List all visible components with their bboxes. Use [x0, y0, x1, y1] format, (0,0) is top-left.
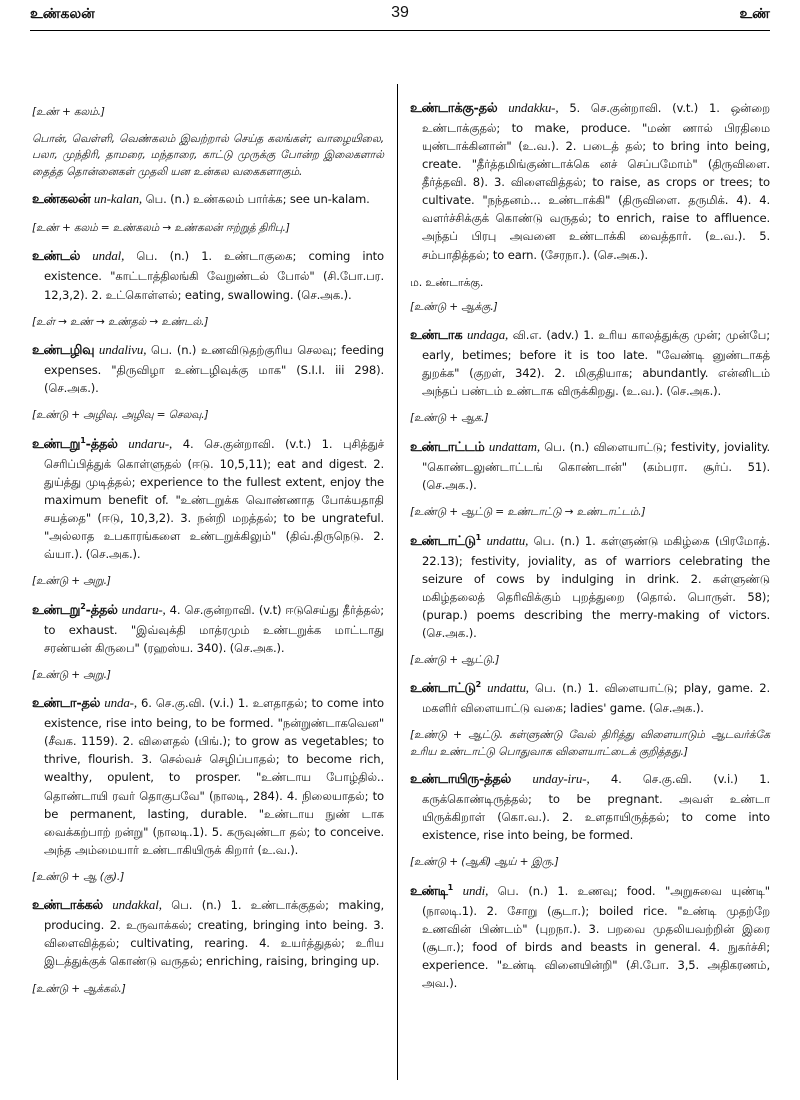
dictionary-entry	[410, 325, 770, 400]
entry-definition: பெ. (n.) 1. கள்ளுண்டு மகிழ்கை (பிரமோத். 22.13); festivity, joviality, as of warriors celebrating the seizure of cows by indulging in drink. 2. கள்ளுண்டு மகிழ்தலைத் தெரிவிக்கும் புறத்துறை (தொல். பொருள். 58); (purap.) poems describing the merry-making of victors. (செ.அக.).	[422, 533, 770, 640]
entry-transliteration: undakkal,	[112, 897, 162, 913]
entry-note: [உண்டு + ஆட்டு. கள்ளுண்டு வேல் திரித்து விளையாடும் ஆடவர்க்கே உரிய உண்டாட்டு பொதுவாக விளையாட்டைக் குறித்தது.]	[410, 728, 770, 759]
entry-etymology: [உள் → உண் → உண்தல் → உண்டல்.]	[32, 315, 209, 328]
entry-etymology: [உண்டு + (ஆகி) ஆய் + இரு.]	[410, 856, 559, 869]
entry-transliteration: undalivu,	[98, 342, 147, 358]
homonym-number: 1	[475, 532, 482, 542]
entry-headword: உண்டறு	[32, 436, 81, 452]
entry-headword: உண்டாக	[410, 328, 463, 344]
entry-definition: பெ. (n.) உணவிடுதற்குரிய செலவு; feeding expenses. "திருவிழா உண்டழிவுக்கு மாக" (S.I.I. iii 298). (செ.அக.).	[44, 343, 384, 396]
entry-transliteration: undal,	[92, 248, 125, 264]
entry-transliteration: undakku-,	[508, 100, 559, 115]
entry-headword-suffix: -த்தல்	[479, 772, 512, 788]
dictionary-entry	[410, 437, 770, 494]
entry-headword: உண்டறு	[32, 602, 81, 618]
cognate-note: ம. உண்டாக்கு.	[410, 275, 484, 289]
right-column	[410, 98, 770, 1002]
dictionary-entry	[410, 531, 770, 642]
entry-definition: பெ. (n.) 1. உண்டாக்குதல்; making, producing. 2. உருவாக்கல்; creating, bringing into being. 3. விளைவித்தல்; cultivating, rearing. 4. உயர்த்துதல்; உரிய இடத்துக்குக் கொண்டு வருதல்; enriching, raising, bringing up.	[44, 898, 384, 969]
entry-definition: பெ. (n.) 1. விளையாட்டு; play, game. 2. மகளிர் விளையாட்டு வகை; ladies' game. (செ.அக.).	[422, 681, 770, 716]
column-divider	[397, 84, 398, 1080]
entry-headword: உண்டாயிரு	[410, 772, 480, 788]
entry-headword-suffix: -த்தல்	[85, 436, 118, 452]
dictionary-entry	[410, 98, 770, 264]
entry-definition: வி.எ. (adv.) 1. உரிய காலத்துக்கு முன்; முன்பே; early, betimes; before it is too late. "வேண்டி னுண்டாகத் துறக்க" (குறள், 342). 2. மிகுதியாக; abundantly. என்னிடம் அந்தப் பண்டம் உண்டாக விருக்கிறது. (உ.வ.). (செ.அக.).	[422, 328, 770, 399]
entry-etymology: [உண்டு + ஆக்கு.]	[410, 300, 498, 313]
entry-transliteration: unda-,	[104, 695, 137, 711]
dictionary-entry	[32, 434, 384, 563]
dictionary-entry	[32, 246, 384, 303]
dictionary-entry	[32, 189, 384, 210]
dictionary-entry	[32, 895, 384, 970]
entry-definition: பெ. (n.) 1. உணவு; food. "அறுசுவை யுண்டி" (நாலடி.1). 2. சோறு (சூடா.); boiled rice. "உண்டி முதற்றே உணவின் பிண்டம்" (புறநா.). 3. பறவை முதலியவற்றின் இரை (சூடா.); food of birds and beasts in general. 4. நுகர்ச்சி; experience. "உண்டி வினையின்றி" (சி.போ. 3,5. அதிகரணம், அவ.).	[422, 883, 770, 991]
entry-etymology: [உண்டு + ஆட்டு.]	[410, 653, 500, 666]
entry-definition: 6. செ.கு.வி. (v.i.) 1. உளதாதல்; to come into existence, rise into being, to be formed. "நன்றுண்டாகவென" (சீவக. 1159). 2. விளைதல் (பிங்.); to grow as vegetables; to thrive, flourish. 3. செல்வச் செழிப்பாதல்; to become rich, wealthy, opulent, to prosper. "உண்டாய போழ்தில்.. தொண்டாயி ரவர் தொகுபவே" (நாலடி, 284). 4. நிலையாதல்; to be permanent, lasting, durable. "உண்டாய நுண் டாக வைக்கற்பாற் றன்று" (நாலடி.1). 5. கருவுண்டா தல்; to conceive. அந்த அம்மையார் உண்டாகியிருக் கிறார் (உ.வ.).	[44, 696, 384, 857]
entry-transliteration: undattu,	[487, 680, 529, 696]
homonym-number: 2	[475, 680, 482, 690]
running-head-right: உண்	[739, 6, 770, 22]
entry-note: பொன், வெள்ளி, வெண்கலம் இவற்றால் செய்த கலங்கள்; வாழையிலை, பலா, முந்திரி, தாமரை, மந்தாரை, காட்டு முருக்கு போன்ற இலைகளால் தைத்த தொன்னைகள் முதலி யன உன்கல வகைகளாகும்.	[32, 131, 384, 179]
dictionary-entry	[410, 881, 770, 992]
entry-transliteration: un-kalan,	[93, 191, 143, 206]
entry-definition: பெ. (n.) 1. உண்டாகுகை; coming into existence. "காட்டாத்திலங்கி வேறுண்டல் போல்" (சி.போ.பர. 12,3,2). 2. உட்கொள்ளல்; eating, swallowing. (செ.அக.).	[44, 249, 384, 302]
entry-transliteration: undattam,	[488, 438, 540, 454]
entry-headword: உண்டாக்கு	[410, 101, 474, 116]
entry-etymology: [உண் + கலம் = உண்கலம் → உண்கலன் ஈற்றுத் திரிபு.]	[32, 221, 290, 234]
homonym-number: 1	[447, 882, 454, 892]
entry-headword-suffix: -த்தல்	[85, 602, 118, 618]
entry-etymology: [உண்டு + ஆக.]	[410, 412, 489, 425]
entry-headword: உண்டாட்டம்	[410, 439, 485, 455]
running-head-left: உண்கலன்	[30, 6, 95, 22]
entry-headword: உண்கலன்	[32, 192, 91, 207]
header-rule	[30, 30, 770, 31]
dictionary-entry	[410, 678, 770, 717]
entry-transliteration: undi,	[462, 882, 489, 898]
entry-etymology: [உண் + கலம்.]	[32, 106, 105, 118]
entry-transliteration: undaru-,	[128, 435, 173, 451]
entry-etymology: [உண்டு + அறு.]	[32, 668, 111, 681]
entry-headword: உண்டா	[32, 696, 77, 712]
entry-definition: 4. செ.குன்றாவி. (v.t) ஈடுசெய்து தீர்த்தல்; to exhaust. "இவ்வுக்தி மாத்ரமும் உண்டறுக்க மாட்டாது சரண்யன் கிருபை" (ரஹஸ்ய. 340). (செ.அக.).	[44, 602, 384, 655]
entry-headword: உண்டல்	[32, 249, 81, 265]
dictionary-entry	[32, 340, 384, 397]
entry-definition: 5. செ.குன்றாவி. (v.t.) 1. ஒன்றை உண்டாக்குதல்; to make, produce. "மண் ணால் பிரதிமை யுண்டாக்கினான்" (உ.வ.). 2. படைத் தல்; to bring into being, create. "தீர்த்தமிங்குண்டாக்கெ னச் செப்பமோம்" (திருவிளை. தீர்த்தவி. 8). 3. விளைவித்தல்; to raise, as crops or trees; to cultivate. "நந்தனம்... உண்டாக்கி" (திருவிளை. தருமிக். 4). 4. வளர்ச்சிக்குக் கொண்டு வருதல்; to enrich, raise to affluence. அந்தப் பிரபு அவனை உண்டாக்கி வைத்தார். (உ.வ.). 5. சம்பாதித்தல்; to earn. (சேரநா.). (செ.அக.).	[422, 101, 770, 262]
entry-etymology: [உண்டு + அறு.]	[32, 575, 111, 588]
dictionary-entry	[410, 769, 770, 844]
entry-headword: உண்டாட்டு	[410, 681, 476, 697]
homonym-number: 2	[80, 601, 86, 611]
entry-headword: உண்டழிவு	[32, 343, 95, 359]
entry-headword: உண்டாக்கல்	[32, 898, 103, 914]
entry-transliteration: undaga,	[466, 327, 509, 343]
entry-etymology: [உண்டு + அழிவு. அழிவு = செலவு.]	[32, 409, 209, 422]
entry-transliteration: undattu,	[486, 532, 529, 548]
page-number: 39	[391, 4, 409, 21]
entry-etymology: [உண்டு + ஆக்கல்.]	[32, 982, 126, 995]
entry-transliteration: undaru-,	[121, 601, 166, 617]
entry-headword-suffix: -தல்	[473, 101, 498, 116]
homonym-number: 1	[80, 435, 86, 445]
entry-headword: உண்டி	[410, 883, 448, 899]
left-column	[32, 98, 384, 1007]
entry-etymology: [உண்டு + ஆ (கு).]	[32, 870, 125, 883]
dictionary-entry	[32, 600, 384, 657]
entry-definition: 4. செ.குன்றாவி. (v.t.) 1. புசித்துச் செரிப்பித்துக் கொள்ளுதல் (ஈடு. 10,5,11); eat and digest. 2. துய்த்து முடித்தல்; experience to the fullest extent, enjoy the maximum benefit of. "உண்டறுக்க வொண்ணாத போக்யதாதி சயத்தை" (ஈடு, 10,3,2). 3. நன்றி மறத்தல்; to be ungrateful. "அல்லாத உபகாரங்களை உண்டறுக்கிலும்" (திவ்.திருநெடு. 2. வ்யா.). (செ.அக.).	[44, 436, 384, 562]
page-header	[30, 6, 770, 36]
entry-definition: பெ. (n.) உண்கலம் பார்க்க; see un-kalam.	[142, 192, 370, 206]
entry-etymology: [உண்டு + ஆட்டு = உண்டாட்டு → உண்டாட்டம்.]	[410, 506, 646, 519]
entry-transliteration: unday-iru-,	[532, 771, 590, 787]
entry-definition: 4. செ.கு.வி. (v.i.) 1. கருக்கொண்டிருத்தல்; to be pregnant. அவள் உண்டா யிருக்கிறாள் (கொ.வ.). 2. உளதாயிருத்தல்; to come into existence, rise into being, be formed.	[422, 772, 770, 843]
entry-definition: பெ. (n.) விளையாட்டு; festivity, joviality. "கொண்டலுண்டாட்டங் கொண்டான்" (கம்பரா. சூர்ப். 51). (செ.அக.).	[422, 439, 770, 492]
dictionary-entry	[32, 693, 384, 859]
entry-headword-suffix: -தல்	[76, 696, 101, 712]
entry-headword: உண்டாட்டு	[410, 533, 476, 549]
